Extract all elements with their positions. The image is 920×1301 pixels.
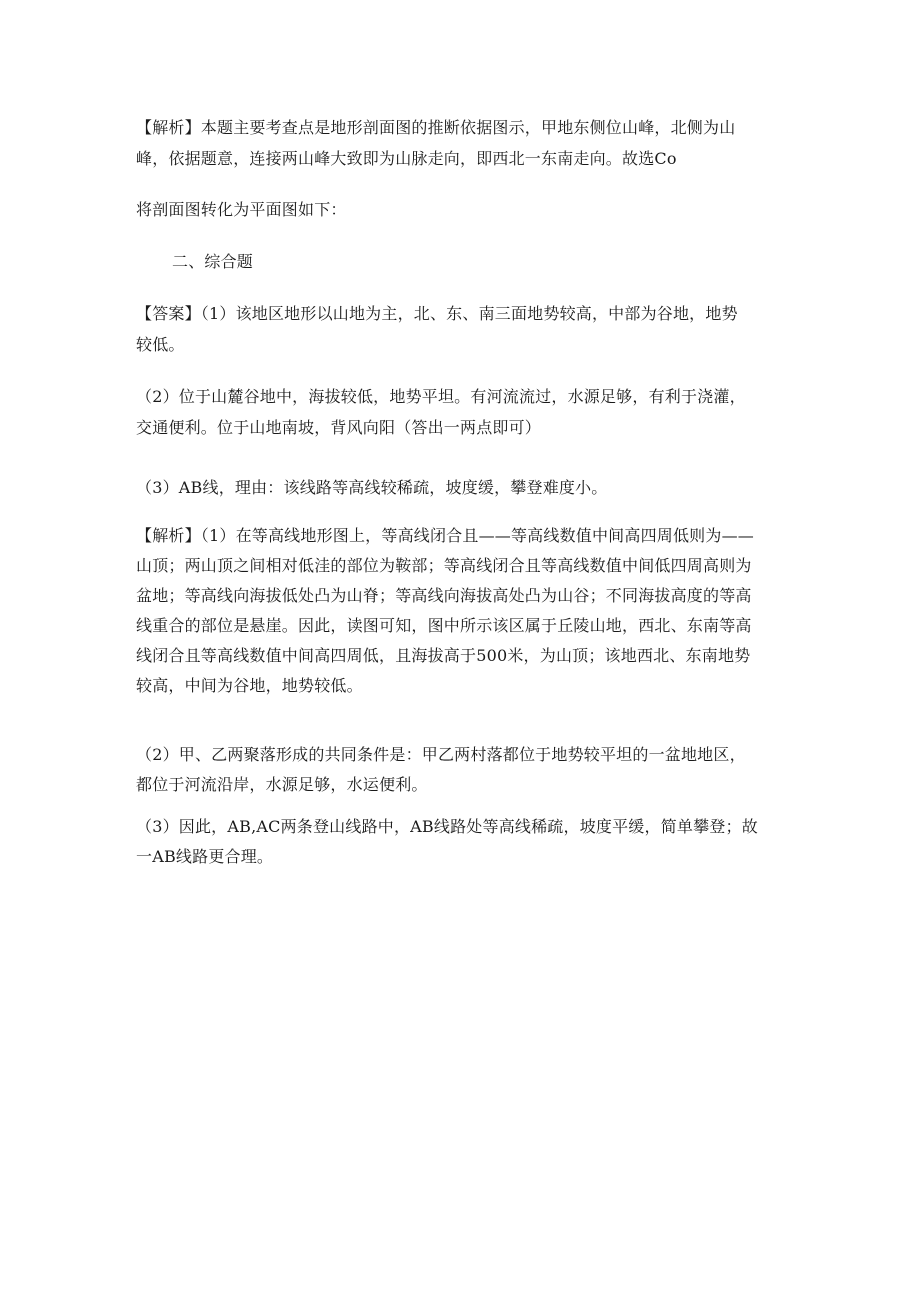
analysis-part-2	[136, 740, 792, 800]
analysis-part-3	[136, 812, 792, 872]
analysis-paragraph-choice	[136, 112, 792, 174]
section-heading	[172, 246, 828, 277]
text-line: 盆地；等高线向海拔低处凸为山脊；等高线向海拔高处凸为山谷；不同海拔高度的等高	[136, 586, 752, 605]
analysis-part-1	[136, 521, 792, 701]
answer-part-1	[136, 298, 792, 360]
answer-part-2	[136, 381, 792, 443]
text-line: 峰，依据题意，连接两山峰大致即为山脉走向，即西北一东南走向。故选Co	[136, 149, 677, 168]
text-line: 线重合的部位是悬崖。因此，读图可知，图中所示该区属于丘陵山地，西北、东南等高	[136, 616, 752, 635]
text-line: 【解析】（1）在等高线地形图上，等高线闭合且——等高线数值中间高四周低则为——	[136, 526, 754, 545]
text-line: （2）甲、乙两聚落形成的共同条件是：甲乙两村落都位于地势较平坦的一盆地地区，	[136, 745, 746, 764]
text-line: 都位于河流沿岸，水源足够，水运便利。	[136, 775, 428, 794]
text-line: 一AB线路更合理。	[136, 847, 274, 866]
text-line: 较高，中间为谷地，地势较低。	[136, 676, 363, 695]
text-line: 山顶；两山顶之间相对低洼的部位为鞍部；等高线闭合且等高线数值中间低四周高则为	[136, 556, 752, 575]
conversion-note	[136, 194, 792, 225]
text-line: （3）AB线，理由：该线路等高线较稀疏，坡度缓，攀登难度小。	[136, 478, 608, 497]
text-line: 较低。	[136, 335, 185, 354]
answer-part-3	[136, 472, 792, 503]
section-heading-text: 二、综合题	[172, 252, 254, 271]
text-line: 线闭合且等高线数值中间高四周低，且海拔高于500米，为山顶；该地西北、东南地势	[136, 646, 751, 665]
text-line: （2）位于山麓谷地中，海拔较低，地势平坦。有河流流过，水源足够，有利于浇灌，	[136, 387, 746, 406]
text-line: （3）因此，AB,AC两条登山线路中，AB线路处等高线稀疏，坡度平缓，简单攀登；故	[136, 817, 758, 836]
text-line: 将剖面图转化为平面图如下：	[136, 200, 347, 219]
text-line: 【答案】（1）该地区地形以山地为主，北、东、南三面地势较高，中部为谷地，地势	[136, 304, 738, 323]
text-line: 交通便利。位于山地南坡，背风向阳（答出一两点即可）	[136, 418, 542, 437]
text-line: 【解析】本题主要考查点是地形剖面图的推断依据图示，甲地东侧位山峰，北侧为山	[136, 118, 736, 137]
